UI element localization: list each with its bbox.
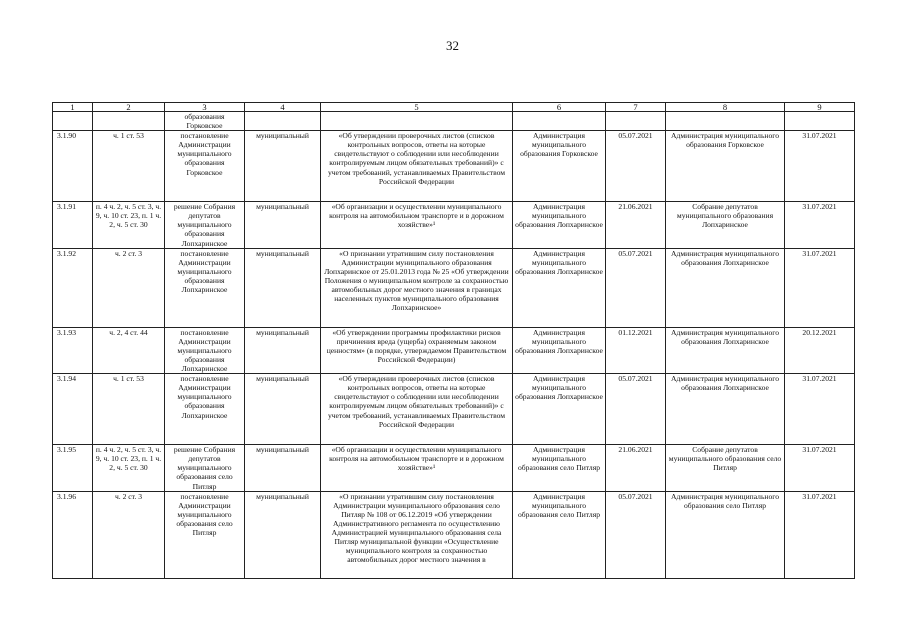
adopting-body: Администрация муниципального образования Лопхаринское [666,374,785,445]
row-number: 3.1.91 [53,202,93,248]
deadline-date: 05.07.2021 [606,131,666,202]
responsible-body: Администрация муниципального образования Горковское [513,131,606,202]
article-reference: ч. 1 ст. 53 [93,374,165,445]
row-number: 3.1.95 [53,445,93,491]
act-title: «Об организации и осуществлении муниципального контроля на автомобильном транспорте и в дорожном хозяйстве»¹ [321,445,513,491]
table-cell [93,112,165,131]
deadline-date: 01.12.2021 [606,327,666,373]
table-cell [785,112,855,131]
table-cell [513,112,606,131]
act-title: «Об утверждении проверочных листов (списков контрольных вопросов, ответы на которые свидетельствуют о соблюдении или несоблюдении контролируемым лицом обязательных требований)» с учетом требований, устанавливаемых Правительством Российской Федерации [321,374,513,445]
article-reference: п. 4 ч. 2, ч. 5 ст. 3, ч. 9, ч. 10 ст. 23, п. 1 ч. 2, ч. 5 ст. 30 [93,445,165,491]
column-header: 8 [666,103,785,112]
table-row [53,327,855,373]
row-number: 3.1.93 [53,327,93,373]
adopting-body: Собрание депутатов муниципального образования село Питляр [666,445,785,491]
column-header: 7 [606,103,666,112]
act-title: «Об утверждении проверочных листов (списков контрольных вопросов, ответы на которые свидетельствуют о соблюдении или несоблюдении контролируемым лицом обязательных требований)» с учетом требований, устанавливаемых Правительством Российской Федерации [321,131,513,202]
table-cell [666,112,785,131]
adoption-date: 31.07.2021 [785,374,855,445]
responsible-body: Администрация муниципального образования село Питляр [513,491,606,578]
table-cell [245,112,321,131]
column-header: 3 [165,103,245,112]
adopting-body: Администрация муниципального образования Горковское [666,131,785,202]
control-level: муниципальный [245,131,321,202]
adoption-date: 31.07.2021 [785,131,855,202]
adopting-body: Администрация муниципального образования Лопхаринское [666,327,785,373]
control-level: муниципальный [245,374,321,445]
article-reference: п. 4 ч. 2, ч. 5 ст. 3, ч. 9, ч. 10 ст. 23, п. 1 ч. 2, ч. 5 ст. 30 [93,202,165,248]
article-reference: ч. 2 ст. 3 [93,491,165,578]
control-level: муниципальный [245,491,321,578]
table-row [53,131,855,202]
responsible-body: Администрация муниципального образования Лопхаринское [513,374,606,445]
table-cell: образования Горковское [165,112,245,131]
act-type: постановление Администрации муниципального образования Лопхаринское [165,327,245,373]
page-number: 32 [446,38,459,53]
act-title: «О признании утратившим силу постановления Администрации муниципального образования Лопхаринское от 25.01.2013 года № 25 «Об утверждении Положения о муниципальном контроле за сохранностью автомобильных дорог местного значения в границах населенных пунктов муниципального образования Лопхаринское» [321,248,513,327]
table-row [53,491,855,578]
act-title: «О признании утратившим силу постановления Администрации муниципального образования село Питляр № 108 от 06.12.2019 «Об утверждении Административного регламента по осуществлению Администрацией муниципального образования села Питляр муниципальной функции «Осуществление муниципального контроля за сохранностью автомобильных дорог местного значения в [321,491,513,578]
table-cell [606,112,666,131]
adoption-date: 31.07.2021 [785,445,855,491]
adoption-date: 31.07.2021 [785,202,855,248]
adoption-date: 20.12.2021 [785,327,855,373]
act-title: «Об утверждении программы профилактики рисков причинения вреда (ущерба) охраняемым законом ценностям» (в порядке, утверждаемом Правительством Российской Федерации) [321,327,513,373]
act-type: решение Собрания депутатов муниципального образования Лопхаринское [165,202,245,248]
control-level: муниципальный [245,445,321,491]
row-number: 3.1.92 [53,248,93,327]
row-number: 3.1.96 [53,491,93,578]
column-header: 5 [321,103,513,112]
act-type: постановление Администрации муниципального образования село Питляр [165,491,245,578]
adopting-body: Собрание депутатов муниципального образования Лопхаринское [666,202,785,248]
header-row [53,103,855,112]
act-type: постановление Администрации муниципального образования Лопхаринское [165,374,245,445]
row-number: 3.1.94 [53,374,93,445]
table-cell [321,112,513,131]
column-header: 4 [245,103,321,112]
document-table [52,102,855,579]
adopting-body: Администрация муниципального образования Лопхаринское [666,248,785,327]
article-reference: ч. 2, 4 ст. 44 [93,327,165,373]
article-reference: ч. 2 ст. 3 [93,248,165,327]
column-header: 9 [785,103,855,112]
deadline-date: 05.07.2021 [606,248,666,327]
control-level: муниципальный [245,202,321,248]
adoption-date: 31.07.2021 [785,491,855,578]
table-row [53,202,855,248]
act-type: решение Собрания депутатов муниципального образования село Питляр [165,445,245,491]
column-header: 1 [53,103,93,112]
column-header: 2 [93,103,165,112]
deadline-date: 21.06.2021 [606,202,666,248]
article-reference: ч. 1 ст. 53 [93,131,165,202]
deadline-date: 05.07.2021 [606,491,666,578]
deadline-date: 21.06.2021 [606,445,666,491]
row-number: 3.1.90 [53,131,93,202]
responsible-body: Администрация муниципального образования Лопхаринское [513,327,606,373]
table-row [53,445,855,491]
responsible-body: Администрация муниципального образования Лопхаринское [513,248,606,327]
continuation-row [53,112,855,131]
control-level: муниципальный [245,327,321,373]
adoption-date: 31.07.2021 [785,248,855,327]
act-type: постановление Администрации муниципального образования Лопхаринское [165,248,245,327]
responsible-body: Администрация муниципального образования Лопхаринское [513,202,606,248]
act-type: постановление Администрации муниципального образования Горковское [165,131,245,202]
deadline-date: 05.07.2021 [606,374,666,445]
table-cell [53,112,93,131]
table-row [53,374,855,445]
table-row [53,248,855,327]
adopting-body: Администрация муниципального образования село Питляр [666,491,785,578]
control-level: муниципальный [245,248,321,327]
column-header: 6 [513,103,606,112]
responsible-body: Администрация муниципального образования село Питляр [513,445,606,491]
act-title: «Об организации и осуществлении муниципального контроля на автомобильном транспорте и в дорожном хозяйстве»¹ [321,202,513,248]
